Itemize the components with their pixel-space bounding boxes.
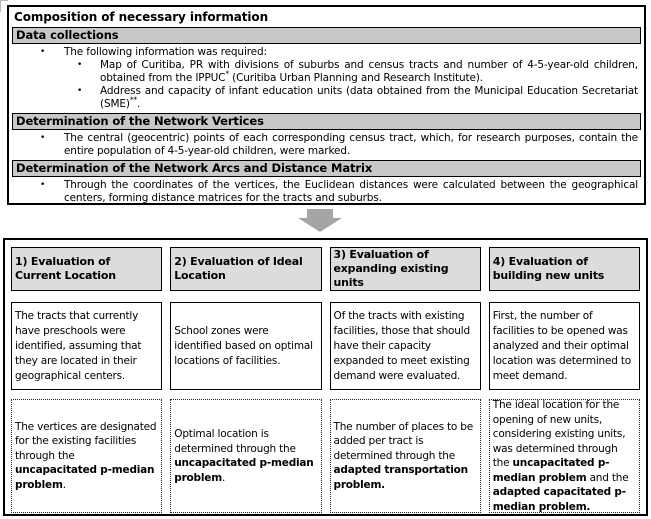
bullet-row [11, 46, 642, 59]
section-header-data-collections: Data collections [12, 27, 641, 44]
bullet-row [11, 179, 642, 205]
evaluation-column-1 [11, 247, 162, 513]
description-box [170, 302, 321, 390]
description-text: Of the tracts with existing facilities, those that should have their capacity expanded to meet existing demand were evaluated. [333, 309, 470, 382]
evaluation-column-2 [170, 247, 321, 513]
model-box [489, 399, 640, 513]
column-header-box [11, 247, 162, 291]
column-header-label: 4) Evaluation of building new units [492, 255, 605, 282]
section-header-network-vertices: Determination of the Network Vertices [12, 113, 641, 130]
evaluation-panel [3, 238, 648, 516]
bullet-text: Through the coordinates of the vertices, the Euclidean distances were calculated between the geographical centers, forming distance matrices for the tracts and suburbs. [64, 179, 638, 204]
column-header-box [330, 247, 481, 291]
description-box [11, 302, 162, 390]
bullet-text: The following information was required: [64, 46, 267, 58]
evaluation-column-3 [330, 247, 481, 513]
bullet-row [11, 59, 642, 85]
description-text: School zones were identified based on optimal locations of facilities. [174, 324, 313, 367]
composition-panel [7, 5, 646, 205]
model-box [11, 399, 162, 513]
bullet-marker: • [77, 86, 83, 96]
section-header-arcs-distance-matrix: Determination of the Network Arcs and Distance Matrix [12, 160, 641, 177]
column-header-label: 3) Evaluation of expanding existing units [333, 248, 449, 289]
bullet-marker: • [77, 60, 83, 70]
bullet-text: The central (geocentric) points of each corresponding census tract, which, for research purposes, contain the entire population of 4-5-year-old children, were marked. [64, 132, 638, 157]
bullet-text: Map of Curitiba, PR with divisions of suburbs and census tracts and number of 4-5-year-old children, obtained from the IPPUC* (Curitiba Urban Planning and Research Institute). [100, 59, 638, 84]
down-arrow-icon [298, 209, 342, 232]
bullet-marker: • [40, 133, 46, 143]
column-header-label: 2) Evaluation of Ideal Location [174, 255, 303, 282]
evaluation-columns [11, 247, 640, 513]
column-header-box [489, 247, 640, 291]
bullet-row [11, 132, 642, 158]
description-text: The tracts that currently have preschools were identified, assuming that they are located in their geographical centers. [15, 309, 142, 382]
description-box [330, 302, 481, 390]
description-box [489, 302, 640, 390]
bullet-row [11, 85, 642, 111]
model-box [330, 399, 481, 513]
column-header-label: 1) Evaluation of Current Location [15, 255, 116, 282]
bullet-marker: • [40, 47, 46, 57]
panel-title: Composition of necessary information [14, 10, 269, 24]
model-box [170, 399, 321, 513]
column-header-box [170, 247, 321, 291]
evaluation-column-4 [489, 247, 640, 513]
model-text: Optimal location is determined through the uncapacitated p-median problem. [174, 428, 314, 484]
down-arrow-stem [307, 209, 333, 218]
model-text: The number of places to be added per tract is determined through the adapted transportation problem. [333, 420, 474, 491]
model-text: The vertices are designated for the existing facilities through the uncapacitated p-median problem. [15, 420, 157, 491]
description-text: First, the number of facilities to be opened was analyzed and their optimal location was determined to meet demand. [492, 309, 632, 382]
model-text: The ideal location for the opening of new units, considering existing units, was determined through the uncapacitated p-median problem and the adapted capacitated p-median problem. [492, 399, 629, 513]
bullet-text: Address and capacity of infant education units (data obtained from the Municipal Education Secretariat (SME)**. [100, 85, 638, 110]
bullet-marker: • [40, 180, 46, 190]
down-arrow-head [298, 218, 342, 232]
